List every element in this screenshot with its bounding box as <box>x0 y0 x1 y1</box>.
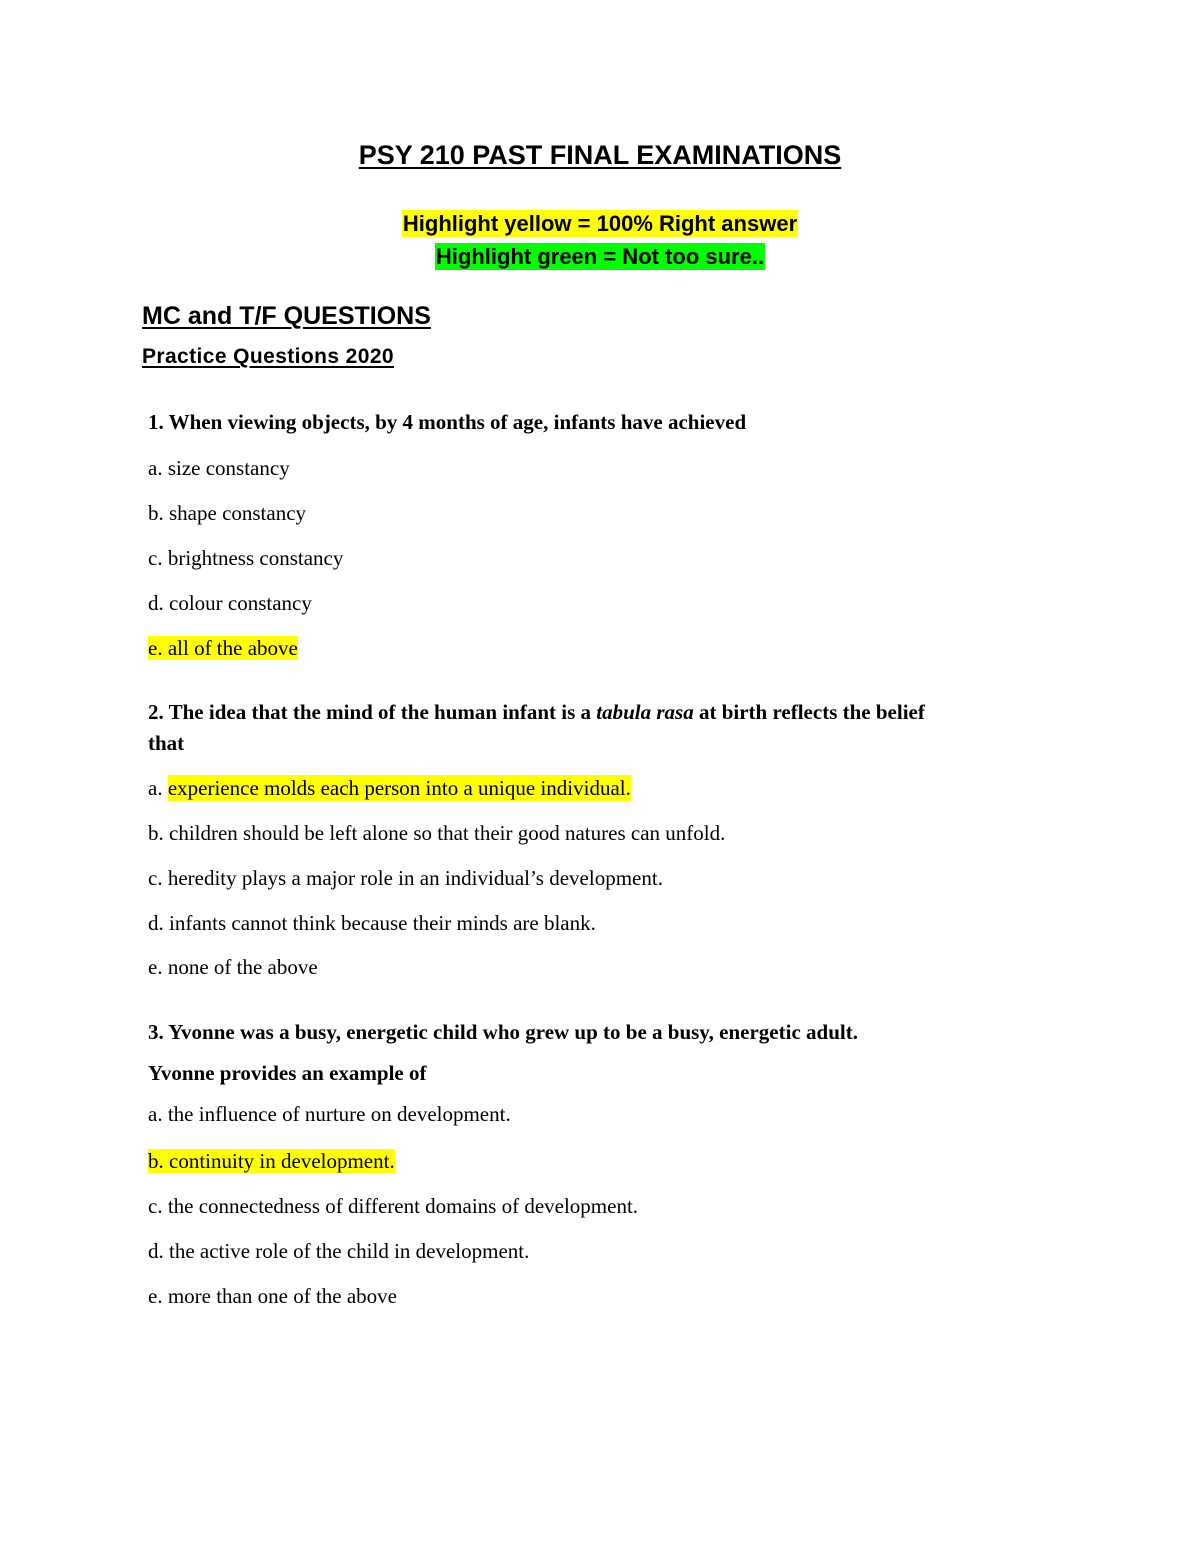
option-text: size constancy <box>167 456 290 480</box>
stem-text: at birth reflects the belief <box>693 700 925 724</box>
option-text: brightness constancy <box>167 546 344 570</box>
option-letter: b. <box>148 821 164 845</box>
question-1-option-c <box>148 546 343 571</box>
question-2-option-d <box>148 911 596 936</box>
question-2-option-c <box>148 866 663 891</box>
question-1-option-d <box>148 591 312 616</box>
question-3-option-a <box>148 1102 511 1127</box>
option-text: more than one of the above <box>167 1284 397 1308</box>
option-text: all of the above <box>167 636 298 660</box>
option-text: colour constancy <box>169 591 312 615</box>
question-3-option-b <box>148 1149 395 1174</box>
question-1-option-b <box>148 501 306 526</box>
option-letter: c. <box>148 866 163 890</box>
option-letter: b. <box>148 1149 164 1173</box>
option-letter: e. <box>148 636 163 660</box>
option-text: the influence of nurture on development. <box>167 1102 511 1126</box>
document-title: PSY 210 PAST FINAL EXAMINATIONS <box>358 140 842 170</box>
option-letter: a. <box>148 1102 163 1126</box>
legend-yellow-line <box>0 211 1200 237</box>
legend-green-text: Highlight green = Not too sure.. <box>435 244 765 269</box>
option-letter: a. <box>148 456 163 480</box>
option-letter: c. <box>148 546 163 570</box>
highlighted-answer: experience molds each person into a unique individual. <box>167 776 631 800</box>
option-text: the active role of the child in development. <box>169 1239 530 1263</box>
option-text: infants cannot think because their minds are blank. <box>169 911 596 935</box>
legend-yellow-text: Highlight yellow = 100% Right answer <box>402 211 798 236</box>
question-3-option-e <box>148 1284 397 1309</box>
question-2-stem-line-2: that <box>148 731 185 755</box>
option-letter: d. <box>148 1239 164 1263</box>
option-text: heredity plays a major role in an individual’s development. <box>167 866 663 890</box>
question-2-stem-line-1 <box>148 700 925 725</box>
option-letter: d. <box>148 911 164 935</box>
question-1-option-a <box>148 456 290 481</box>
question-3-option-c <box>148 1194 638 1219</box>
stem-text: 2. The idea that the mind of the human infant is a <box>148 700 597 724</box>
question-3-stem-line-1: 3. Yvonne was a busy, energetic child who grew up to be a busy, energetic adult. <box>148 1020 858 1044</box>
option-text: children should be left alone so that their good natures can unfold. <box>169 821 726 845</box>
question-2-option-a <box>148 776 631 801</box>
legend-green-line <box>0 244 1200 270</box>
question-3-option-d <box>148 1239 529 1264</box>
highlighted-answer <box>148 636 298 660</box>
option-letter: d. <box>148 591 164 615</box>
section-heading: MC and T/F QUESTIONS <box>142 302 431 330</box>
sub-heading: Practice Questions 2020 <box>142 345 394 368</box>
option-text: shape constancy <box>169 501 307 525</box>
option-text: none of the above <box>167 955 318 979</box>
option-text: continuity in development. <box>169 1149 395 1173</box>
option-letter: a. <box>148 776 163 800</box>
option-text: the connectedness of different domains of development. <box>167 1194 639 1218</box>
question-1-option-e <box>148 636 298 661</box>
option-letter: e. <box>148 1284 163 1308</box>
option-letter: c. <box>148 1194 163 1218</box>
question-2-option-e <box>148 955 318 980</box>
question-2-option-b <box>148 821 725 846</box>
option-letter: e. <box>148 955 163 979</box>
stem-italic-term: tabula rasa <box>596 700 694 724</box>
highlighted-answer <box>148 1149 395 1173</box>
question-1-stem: 1. When viewing objects, by 4 months of age, infants have achieved <box>148 410 747 434</box>
question-3-stem-line-2: Yvonne provides an example of <box>148 1061 427 1085</box>
option-letter: b. <box>148 501 164 525</box>
